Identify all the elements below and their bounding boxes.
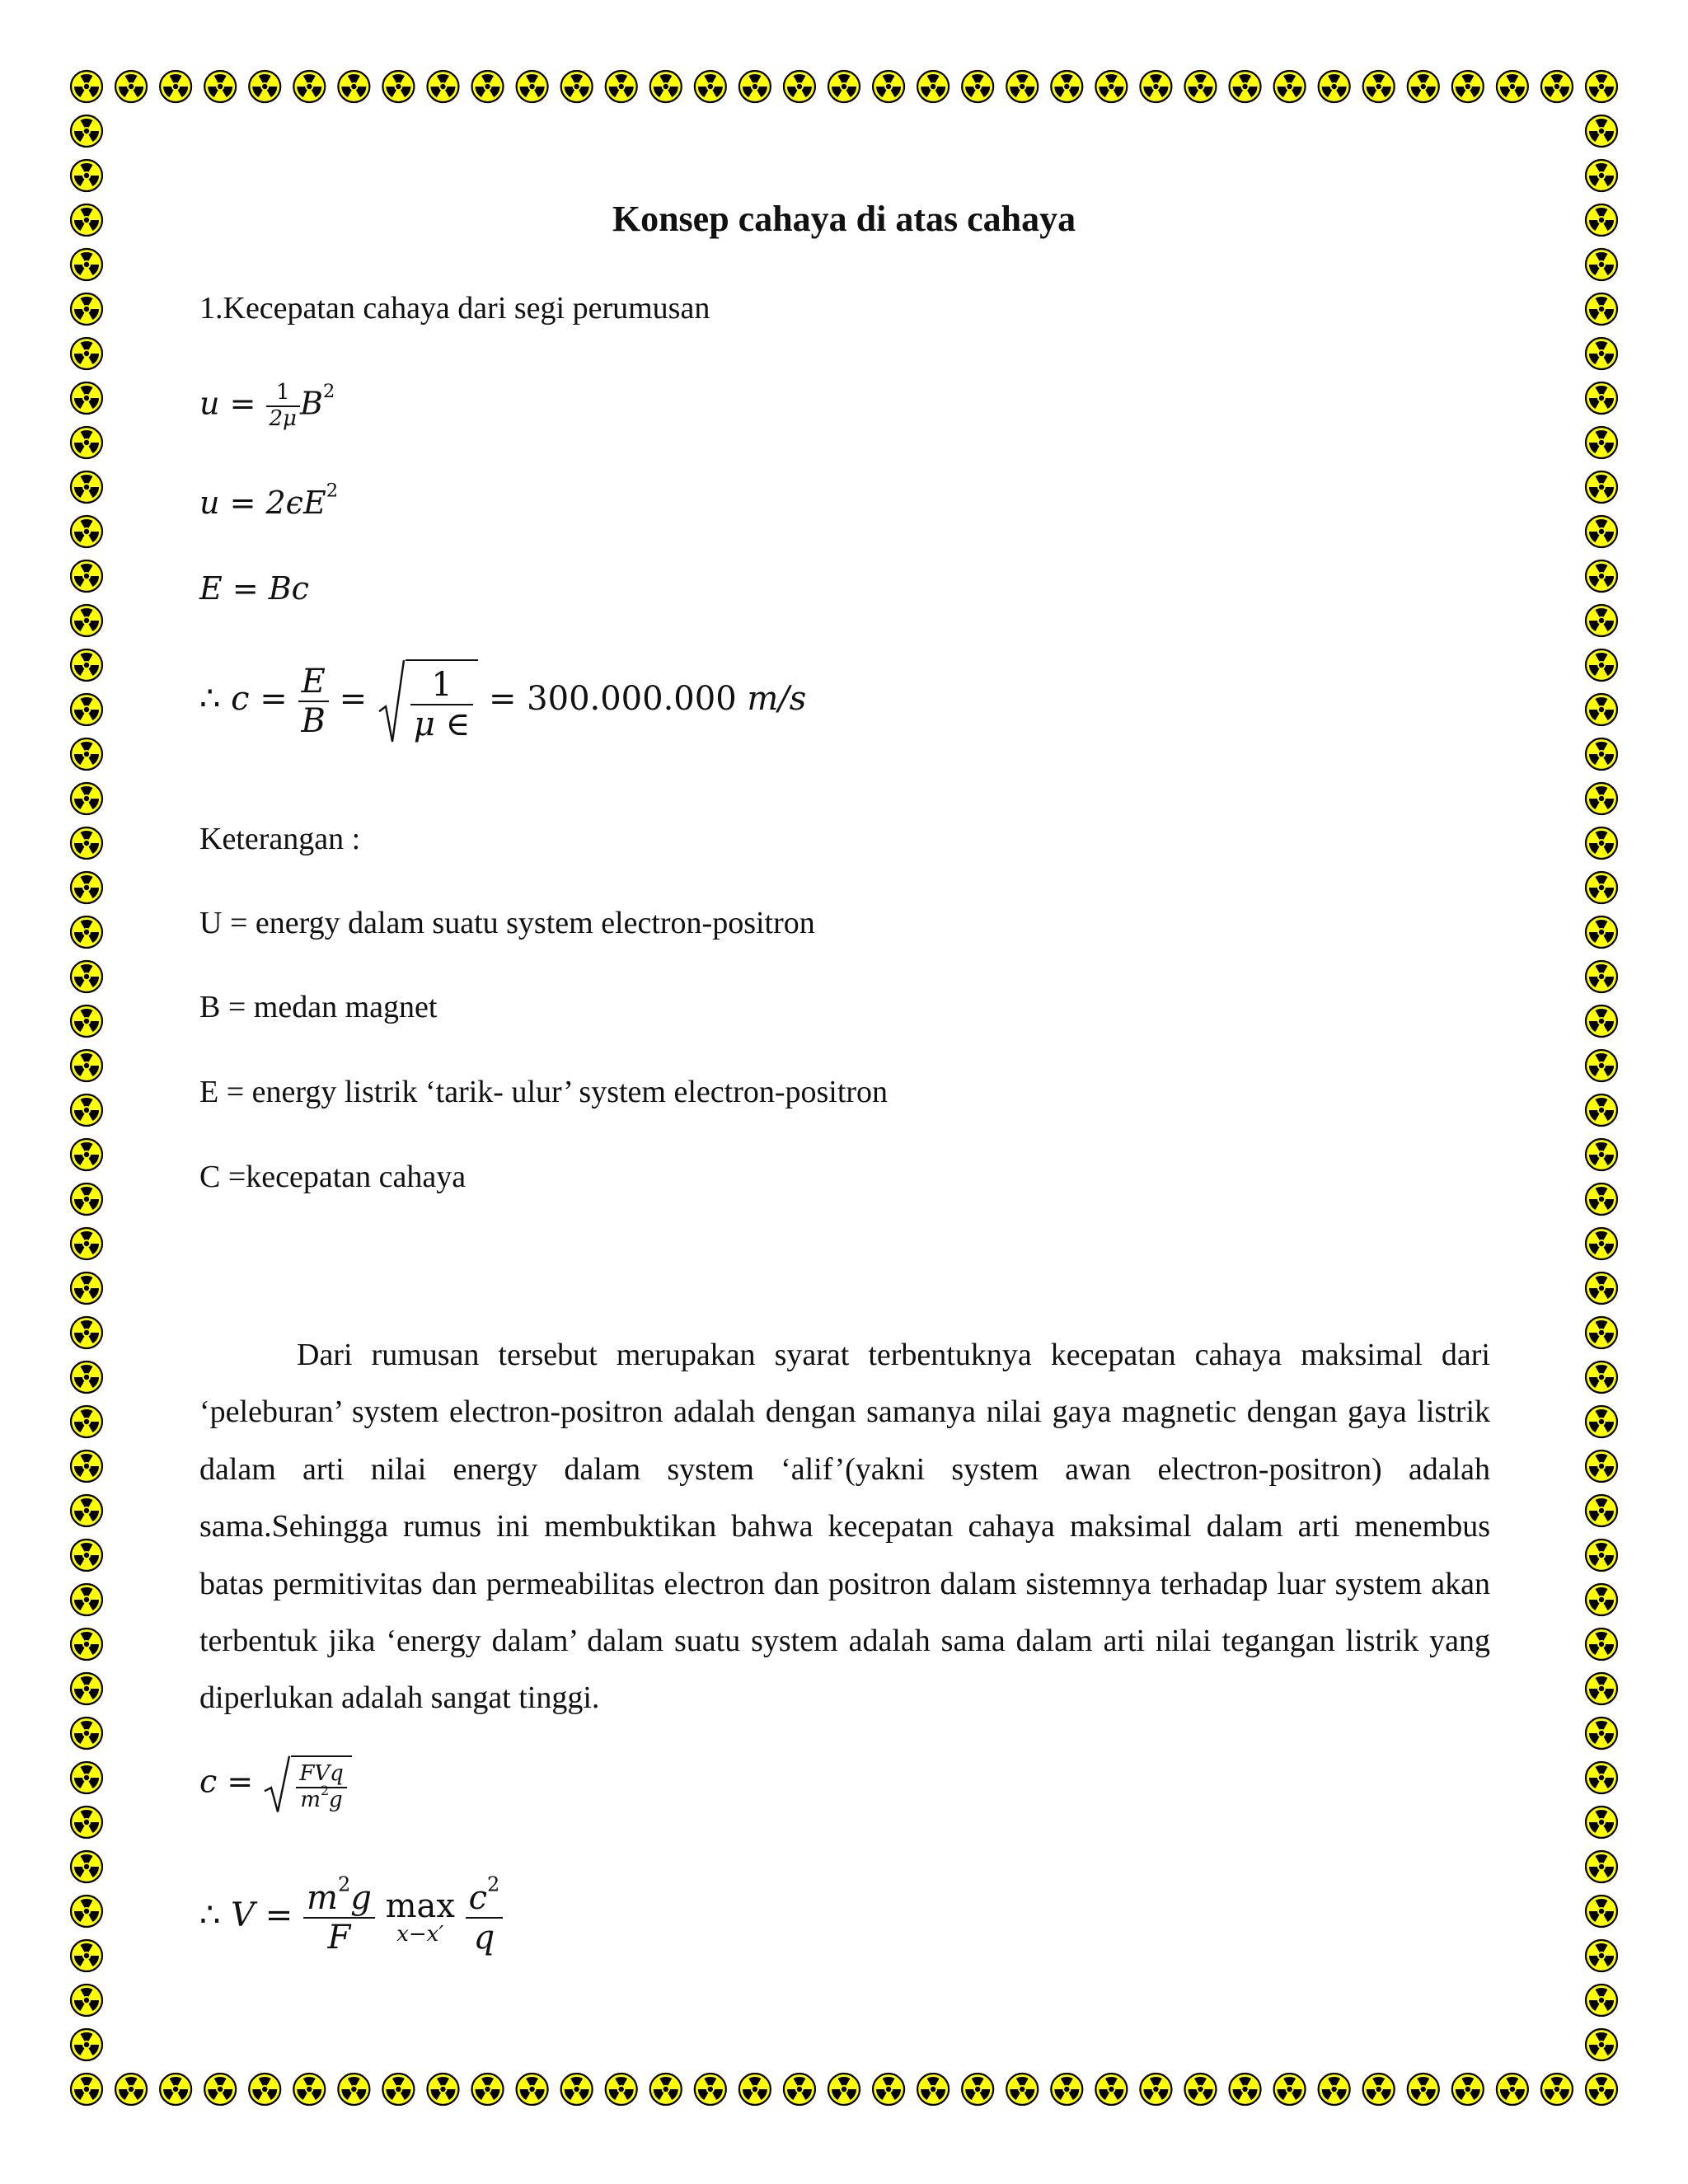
radiation-icon [338,2074,369,2105]
radiation-icon [71,1673,102,1704]
denominator-tail: g [329,1787,343,1812]
radiation-icon [1586,2074,1617,2105]
keterangan-item: B = medan magnet [199,990,438,1024]
radiation-icon [1541,71,1573,102]
radiation-icon [1140,2074,1171,2105]
radiation-icon [1586,471,1617,503]
radiation-icon [1363,2074,1395,2105]
radiation-icon [1319,71,1350,102]
section-heading: 1.Kecepatan cahaya dari segi perumusan [199,291,710,326]
radiation-icon [1363,71,1395,102]
fraction [303,1872,375,1957]
radiation-icon [1586,783,1617,814]
radiation-icon [71,916,102,948]
page-title: Konsep cahaya di atas cahaya [612,199,1076,239]
radiation-icon [71,738,102,770]
radiation-icon [71,293,102,325]
radiation-icon [249,71,280,102]
radiation-icon [71,1940,102,1971]
therefore-symbol: ∴ [199,1896,221,1934]
fraction-denominator: B [301,702,326,740]
radiation-icon [1586,249,1617,280]
radiation-icon [1586,1228,1617,1259]
radiation-icon [1586,338,1617,369]
radiation-icon [1497,2074,1528,2105]
radiation-icon [71,1851,102,1882]
radiation-icon [784,2074,815,2105]
radiation-icon [71,427,102,458]
fraction [298,663,329,740]
radiation-icon [1586,1317,1617,1348]
fraction-numerator: 1 [410,666,473,705]
radiation-icon [962,2074,993,2105]
radiation-icon [472,71,504,102]
radiation-icon [71,1005,102,1037]
radiation-icon [739,2074,771,2105]
radiation-icon [249,2074,280,2105]
radiation-icon [1006,2074,1038,2105]
radiation-icon [1586,115,1617,147]
radiation-icon [71,1495,102,1526]
numerator-base: c [468,1879,488,1917]
radiation-icon [695,2074,726,2105]
fraction-numerator [466,1872,504,1919]
fraction-numerator: FVq [296,1762,346,1788]
square-root [263,1755,351,1813]
radiation-icon [739,71,771,102]
radiation-icon [1184,71,1216,102]
exponent: 2 [487,1872,500,1896]
radiation-icon [1586,961,1617,992]
fraction-denominator: q [473,1919,495,1957]
radiation-icon [204,71,236,102]
radiation-icon [382,2074,414,2105]
radiation-icon [1051,2074,1082,2105]
formula-symbol: V [231,1896,256,1934]
keterangan-item: C =kecepatan cahaya [199,1160,467,1194]
fraction-denominator [296,1783,346,1813]
radiation-icon [1586,1851,1617,1882]
therefore-symbol: ∴ [199,680,221,718]
radiation-icon [517,71,548,102]
radiation-icon [1586,160,1617,191]
formula-e-bc: E = Bc [199,570,309,607]
fraction-denominator: 2μ [269,405,297,431]
radiation-icon [1586,649,1617,681]
radiation-icon [1586,427,1617,458]
radiation-icon [71,1540,102,1571]
radiation-icon [1140,71,1171,102]
fraction-denominator: μ ∈ [413,705,471,743]
radiation-icon [71,115,102,147]
keterangan-item: E = energy listrik ‘tarik- ulur’ system electron-positron [199,1075,889,1109]
radiation-icon [71,605,102,636]
formula-u-magnetic: u = $\frac{1}{2\mu}$ $B^2$ [199,380,335,431]
radiation-icon [71,516,102,547]
radiation-icon [71,1183,102,1215]
radiation-icon [1586,1762,1617,1793]
fraction [410,666,473,743]
radiation-icon [427,71,458,102]
radiation-icon [71,872,102,903]
radiation-icon [71,694,102,725]
radiation-icon [71,961,102,992]
fraction-numerator: 1 [266,381,300,407]
radiation-icon [1006,71,1038,102]
radiation-icon [71,1094,102,1126]
formula-speed-of-light: ∴ c = $\frac{E}{B}$ = $\frac{1}{\mu \in}$ = 300.000.000 m/s [199,659,806,743]
radiation-icon [1497,71,1528,102]
radiation-icon [1586,71,1617,102]
radiation-icon [1586,1807,1617,1838]
radiation-icon [873,71,904,102]
radiation-icon [1586,1718,1617,1749]
radiation-icon [1586,516,1617,547]
radiation-icon [160,71,191,102]
radiation-icon [71,249,102,280]
radiation-icon [561,71,593,102]
radiation-icon [71,338,102,369]
radiation-icon [293,71,325,102]
radiation-icon [1586,1005,1617,1037]
radiation-icon [1274,2074,1306,2105]
radiation-icon [71,560,102,592]
radiation-icon [1586,560,1617,592]
radiation-icon [695,71,726,102]
radiation-icon [1586,1272,1617,1304]
paragraph-text: Dari rumusan tersebut merupakan syarat terbentuknya kecepatan cahaya maksimal dari ‘peleburan’ system electron-positron adalah dengan samanya nilai gaya magnetic dengan gaya listrik dalam arti nilai energy dalam system ‘alif’(yakni system awan electron-positron) adalah sama.Sehingga rumus ini membuktikan bahwa kecepatan cahaya maksimal dalam arti menembus batas permitivitas dan permeabilitas electron dan positron dalam sistemnya terhadap luar system akan terbentuk jika ‘energy dalam’ dalam suatu system adalah sama dalam arti nilai tegangan listrik yang diperlukan adalah sangat tinggi. [199,1338,1490,1716]
radiation-icon [1586,916,1617,948]
radiation-icon [71,1317,102,1348]
denominator-base: m [300,1787,321,1812]
radiation-icon [1051,71,1082,102]
radiation-icon [71,160,102,191]
radiation-icon [1586,1940,1617,1971]
radiation-icon [561,2074,593,2105]
radiation-icon [71,1985,102,2016]
radiation-icon [1274,71,1306,102]
radiation-icon [1586,1540,1617,1571]
radiation-icon [917,2074,949,2105]
fraction [466,1872,504,1957]
radiation-icon [71,827,102,859]
radiation-icon [1586,872,1617,903]
exponent: 2 [337,1872,351,1896]
radiation-icon [382,71,414,102]
radiation-icon [71,471,102,503]
radiation-icon [1586,1451,1617,1482]
fraction [296,1762,346,1813]
radiation-icon [1586,1584,1617,1615]
radiation-icon [71,1629,102,1660]
radiation-icon [1586,1673,1617,1704]
radiation-icon [71,2029,102,2060]
radiation-icon [606,71,637,102]
radiation-icon [1095,71,1127,102]
radiation-icon [115,71,147,102]
radiation-icon [1586,1495,1617,1526]
radiation-icon [1408,71,1439,102]
radiation-icon [71,382,102,414]
exponent: 2 [322,380,335,402]
radiation-icon [1586,605,1617,636]
radiation-icon [71,1050,102,1081]
radiation-icon [71,649,102,681]
radiation-icon [1586,1361,1617,1393]
max-subscript: x−x′ [396,1922,444,1947]
radiation-icon [1452,2074,1484,2105]
radiation-icon [828,2074,860,2105]
radiation-icon [517,2074,548,2105]
radiation-icon [71,1228,102,1259]
radiation-icon [606,2074,637,2105]
radiation-icon [1586,738,1617,770]
fraction-denominator: F [327,1919,351,1957]
radiation-icon [784,71,815,102]
radiation-icon [71,1896,102,1927]
radiation-icon [71,1762,102,1793]
radiation-icon [828,71,860,102]
speed-unit: m/s [747,680,807,718]
keterangan-label: Keterangan : [199,822,361,856]
radiation-icon [962,71,993,102]
square-root [377,659,478,743]
radiation-icon [1586,1050,1617,1081]
body-paragraph [199,1327,1490,1727]
radiation-icon [1586,827,1617,859]
numerator-base: m [307,1879,338,1917]
radiation-icon [71,1807,102,1838]
speed-value: = 300.000.000 [488,680,737,718]
radiation-icon [1586,1896,1617,1927]
radiation-icon [917,71,949,102]
radiation-icon [1586,1406,1617,1437]
exponent: 2 [326,480,339,502]
formula-rhs: 2ϵE [265,485,326,521]
formula-c-sqrt: c = $\frac{\text{FVq}}{m^2g}$ [199,1755,352,1813]
radiation-icon [650,71,682,102]
radiation-icon [71,783,102,814]
formula-symbol: c [199,1763,218,1800]
radiation-icon [650,2074,682,2105]
radiation-icon [1586,382,1617,414]
radiation-icon [1586,293,1617,325]
exponent: 2 [321,1783,329,1798]
radiation-icon [293,2074,325,2105]
radiation-icon [71,1139,102,1170]
fraction-numerator: E [298,663,329,702]
radiation-icon [71,1361,102,1393]
radiation-icon [1586,2029,1617,2060]
radiation-icon [338,71,369,102]
radiation-icon [160,2074,191,2105]
radiation-icon [1586,1094,1617,1126]
radiation-icon [1319,2074,1350,2105]
radiation-icon [472,2074,504,2105]
radiation-icon [1230,71,1261,102]
radiation-icon [1586,694,1617,725]
radiation-icon [1541,2074,1573,2105]
formula-u-electric: $u = 2\epsilon E^2$ [199,480,339,521]
radiation-icon [873,2074,904,2105]
radiation-icon [71,1718,102,1749]
keterangan-item: U = energy dalam suatu system electron-positron [199,906,815,940]
radiation-icon [1230,2074,1261,2105]
radiation-icon [1586,1629,1617,1660]
radiation-icon [204,2074,236,2105]
formula-symbol: u [199,485,220,521]
formula-symbol: B [299,385,323,422]
formula-symbol: u [199,385,220,422]
formula-symbol: c [231,680,250,718]
radiation-icon [71,2074,102,2105]
radiation-icon [1408,2074,1439,2105]
radiation-icon [1586,1183,1617,1215]
radiation-icon [71,71,102,102]
radiation-icon [1586,1139,1617,1170]
max-operator [386,1889,455,1946]
radiation-icon [1095,2074,1127,2105]
formula-voltage: ∴ V = $\frac{m^2g}{F}$ max x−x′ $\frac{c^2}{q}$ [199,1879,503,1957]
radiation-icon [71,1272,102,1304]
radiation-icon [71,1584,102,1615]
fraction-numerator [303,1872,375,1919]
radiation-icon [1452,71,1484,102]
numerator-tail: g [350,1879,372,1917]
radiation-icon [115,2074,147,2105]
radiation-icon [1586,1985,1617,2016]
max-label: max [385,1887,455,1926]
fraction [266,381,300,432]
radiation-icon [427,2074,458,2105]
radiation-icon [71,1406,102,1437]
radiation-icon [1184,2074,1216,2105]
radiation-icon [71,1451,102,1482]
